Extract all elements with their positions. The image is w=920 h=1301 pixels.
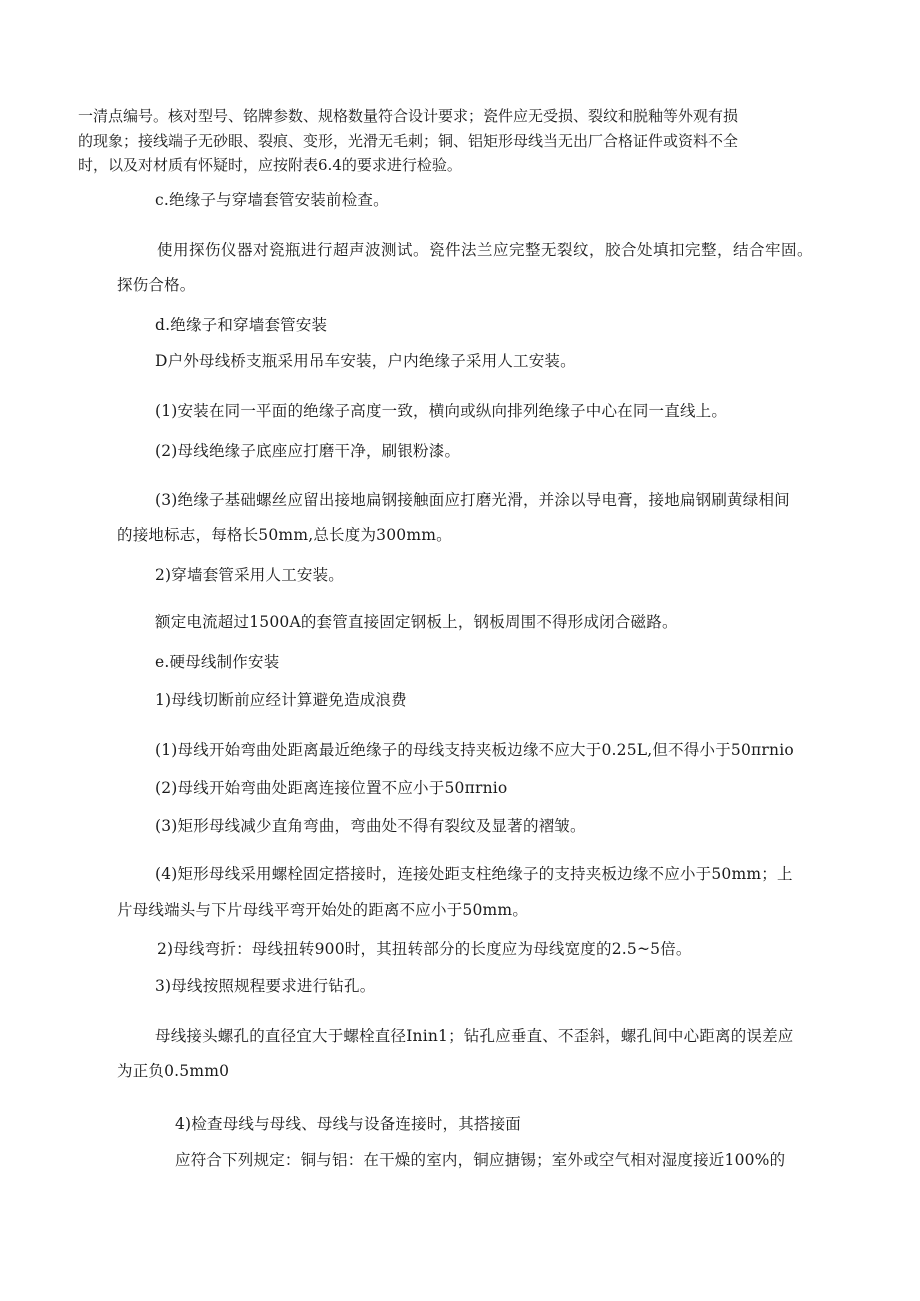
text-line: 时，以及对材质有怀疑时，应按附表6.4的要求进行检验。 — [78, 156, 462, 174]
list-item: (2)母线开始弯曲处距离连接位置不应小于50πrnio — [155, 779, 508, 797]
list-item: 3)母线按照规程要求进行钻孔。 — [155, 977, 376, 995]
list-item: (2)母线绝缘子底座应打磨干净，刷银粉漆。 — [155, 442, 461, 460]
text-line: 为正负0.5mm0 — [117, 1062, 230, 1080]
text-line: 的现象；接线端子无砂眼、裂痕、变形，光滑无毛刺；铜、铝矩形母线当无出厂合格证件或资料不全 — [78, 132, 739, 150]
list-item: 2)母线弯折：母线扭转900时，其扭转部分的长度应为母线宽度的2.5~5倍。 — [157, 940, 692, 958]
text-line: 的接地标志，每格长50mm,总长度为300mm。 — [117, 526, 452, 544]
list-item: (3)绝缘子基础螺丝应留出接地扁钢接触面应打磨光滑，并涂以导电膏，接地扁钢刷黄绿相间 — [155, 491, 790, 509]
list-item: 1)母线切断前应经计算避免造成浪费 — [155, 691, 407, 709]
section-heading: d.绝缘子和穿墙套管安装 — [155, 316, 328, 334]
text-line: 探伤合格。 — [117, 276, 196, 294]
text-line: 一清点编号。核对型号、铭牌参数、规格数量符合设计要求；瓷件应无受损、裂纹和脱釉等外观有损 — [78, 107, 739, 125]
section-heading: e.硬母线制作安装 — [155, 653, 280, 671]
text-line: 母线接头螺孔的直径宜大于螺栓直径Inin1；钻孔应垂直、不歪斜，螺孔间中心距离的误差应 — [155, 1027, 794, 1045]
text-line: 使用探伤仪器对瓷瓶进行超声波测试。瓷件法兰应完整无裂纹，胶合处填扣完整，结合牢固。 — [157, 241, 814, 259]
list-item: 2)穿墙套管采用人工安装。 — [155, 566, 345, 584]
section-heading: c.绝缘子与穿墙套管安装前检查。 — [155, 191, 389, 209]
text-line: 片母线端头与下片母线平弯开始处的距离不应小于50mm。 — [117, 901, 529, 919]
list-item: 4)检查母线与母线、母线与设备连接时，其搭接面 — [175, 1115, 522, 1133]
list-item: (4)矩形母线采用螺栓固定搭接时，连接处距支柱绝缘子的支持夹板边缘不应小于50mm；上 — [155, 865, 793, 883]
text-line: D户外母线桥支瓶采用吊车安装，户内绝缘子采用人工安装。 — [155, 352, 576, 370]
list-item: (1)安装在同一平面的绝缘子高度一致，横向或纵向排列绝缘子中心在同一直线上。 — [155, 402, 728, 420]
text-line: 额定电流超过1500A的套管直接固定钢板上，钢板周围不得形成闭合磁路。 — [155, 613, 678, 631]
list-item: (1)母线开始弯曲处距离最近绝缘子的母线支持夹板边缘不应大于0.25L,但不得小于50πrnio — [155, 741, 794, 759]
list-item: (3)矩形母线减少直角弯曲，弯曲处不得有裂纹及显著的褶皱。 — [155, 817, 586, 835]
text-line: 应符合下列规定：铜与铝：在干燥的室内，铜应搪锡；室外或空气相对湿度接近100%的 — [175, 1151, 786, 1169]
